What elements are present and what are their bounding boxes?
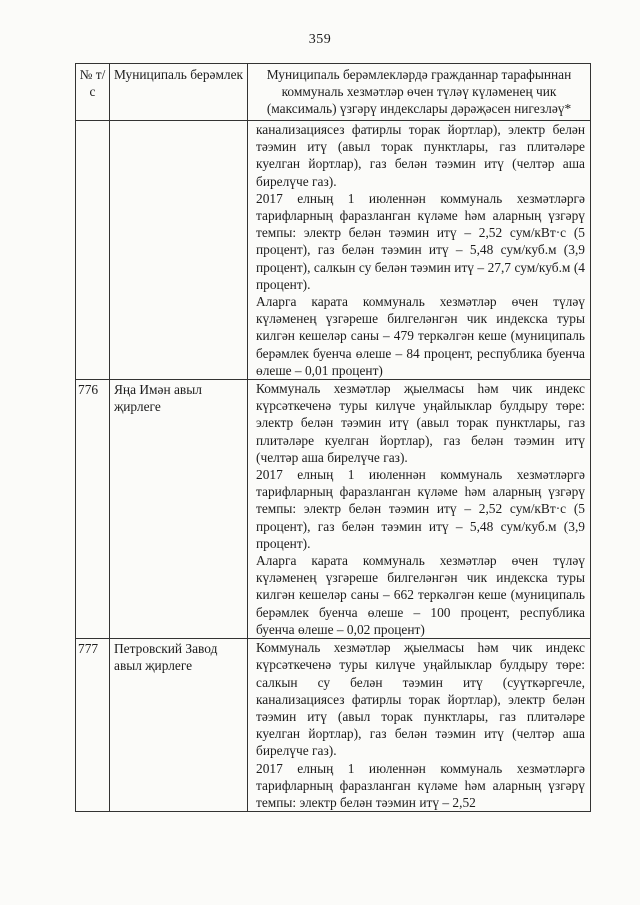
header-number: № т/с [76,64,110,121]
table-row [76,121,591,380]
row-municipality [110,121,248,380]
header-municipality: Муниципаль берәмлек [110,64,248,121]
row-paragraph: 2017 елның 1 июленнән коммуналь хезмәтләргә тарифларның фаразланган күләме һәм аларның үзгәрү темпы: электр белән тәэмин итү – 2,52 [256,760,585,810]
table-row [76,380,591,639]
row-description [248,639,591,812]
row-paragraph: канализациясез фатирлы торак йортлар), электр белән тәэмин итү (авыл торак пунктлары, газ плитәләре куелган йортлар), газ белән тәэмин итү (челтәр аша бирелүче газ). [256,122,585,189]
row-paragraph: Коммуналь хезмәтләр җыелмасы һәм чик индекс күрсәткеченә туры килүче уңайлыклар булдыру төре: салкын су белән тәэмин итү (суүткәргечле, канализациясез фатирлы торак йортлар), электр белән тәэмин итү (авыл торак пунктлары, газ плитәләре куелган йортлар), газ белән тәэмин итү (челтәр аша бирелүче газ). [256,640,585,759]
row-number: 776 [76,380,110,639]
row-number [76,121,110,380]
row-number: 777 [76,639,110,812]
table-row [76,639,591,812]
page-number: 359 [308,32,332,47]
row-description [248,121,591,380]
row-paragraph: Аларга карата коммуналь хезмәтләр өчен түләү күләменең үзгәреше билгеләнгән чик индекска туры килгән кешеләр саны – 479 теркәлгән кеше (муниципаль берәмлек буенча өлеше – 84 процент, республика буенча өлеше – 0,01 процент) [256,294,585,378]
row-municipality: Петровский Завод авыл җирлеге [110,639,248,812]
header-description: Муниципаль берәмлекләрдә гражданнар тарафыннан коммуналь хезмәтләр өчен түләү күләменең чик (максималь) үзгәрү индекслары дәрәҗәсен нигезләү* [248,64,591,121]
row-paragraph: 2017 елның 1 июленнән коммуналь хезмәтләргә тарифларның фаразланган күләме һәм аларның үзгәрү темпы: электр белән тәэмин итү – 2,52 сум/кВт·с (5 процент), газ белән тәэмин итү – 5,48 сум/куб.м (3,9 процент), салкын су белән тәэмин итү – 27,7 сум/куб.м (4 процент). [256,190,585,292]
row-description [248,380,591,639]
row-paragraph: Аларга карата коммуналь хезмәтләр өчен түләү күләменең үзгәреше билгеләнгән чик индекска туры килгән кешеләр саны – 662 теркәлгән кеше (муниципаль берәмлек буенча өлеше – 100 процент, республика буенча өлеше – 0,02 процент) [256,553,585,637]
row-municipality: Яңа Имән авыл җирлеге [110,380,248,639]
row-paragraph: Коммуналь хезмәтләр җыелмасы һәм чик индекс күрсәткеченә туры килүче уңайлыклар булдыру төре: электр белән тәэмин итү (авыл торак пунктлары, газ плитәләре куелган йортлар), газ белән тәэмин итү (челтәр аша бирелүче газ). [256,381,585,465]
tariff-table [75,63,591,812]
table-header-row [76,64,591,121]
row-paragraph: 2017 елның 1 июленнән коммуналь хезмәтләргә тарифларның фаразланган күләме һәм аларның үзгәрү темпы: электр белән тәэмин итү – 2,52 сум/кВт·с (5 процент), газ белән тәэмин итү – 5,48 сум/куб.м (3,9 процент). [256,467,585,551]
